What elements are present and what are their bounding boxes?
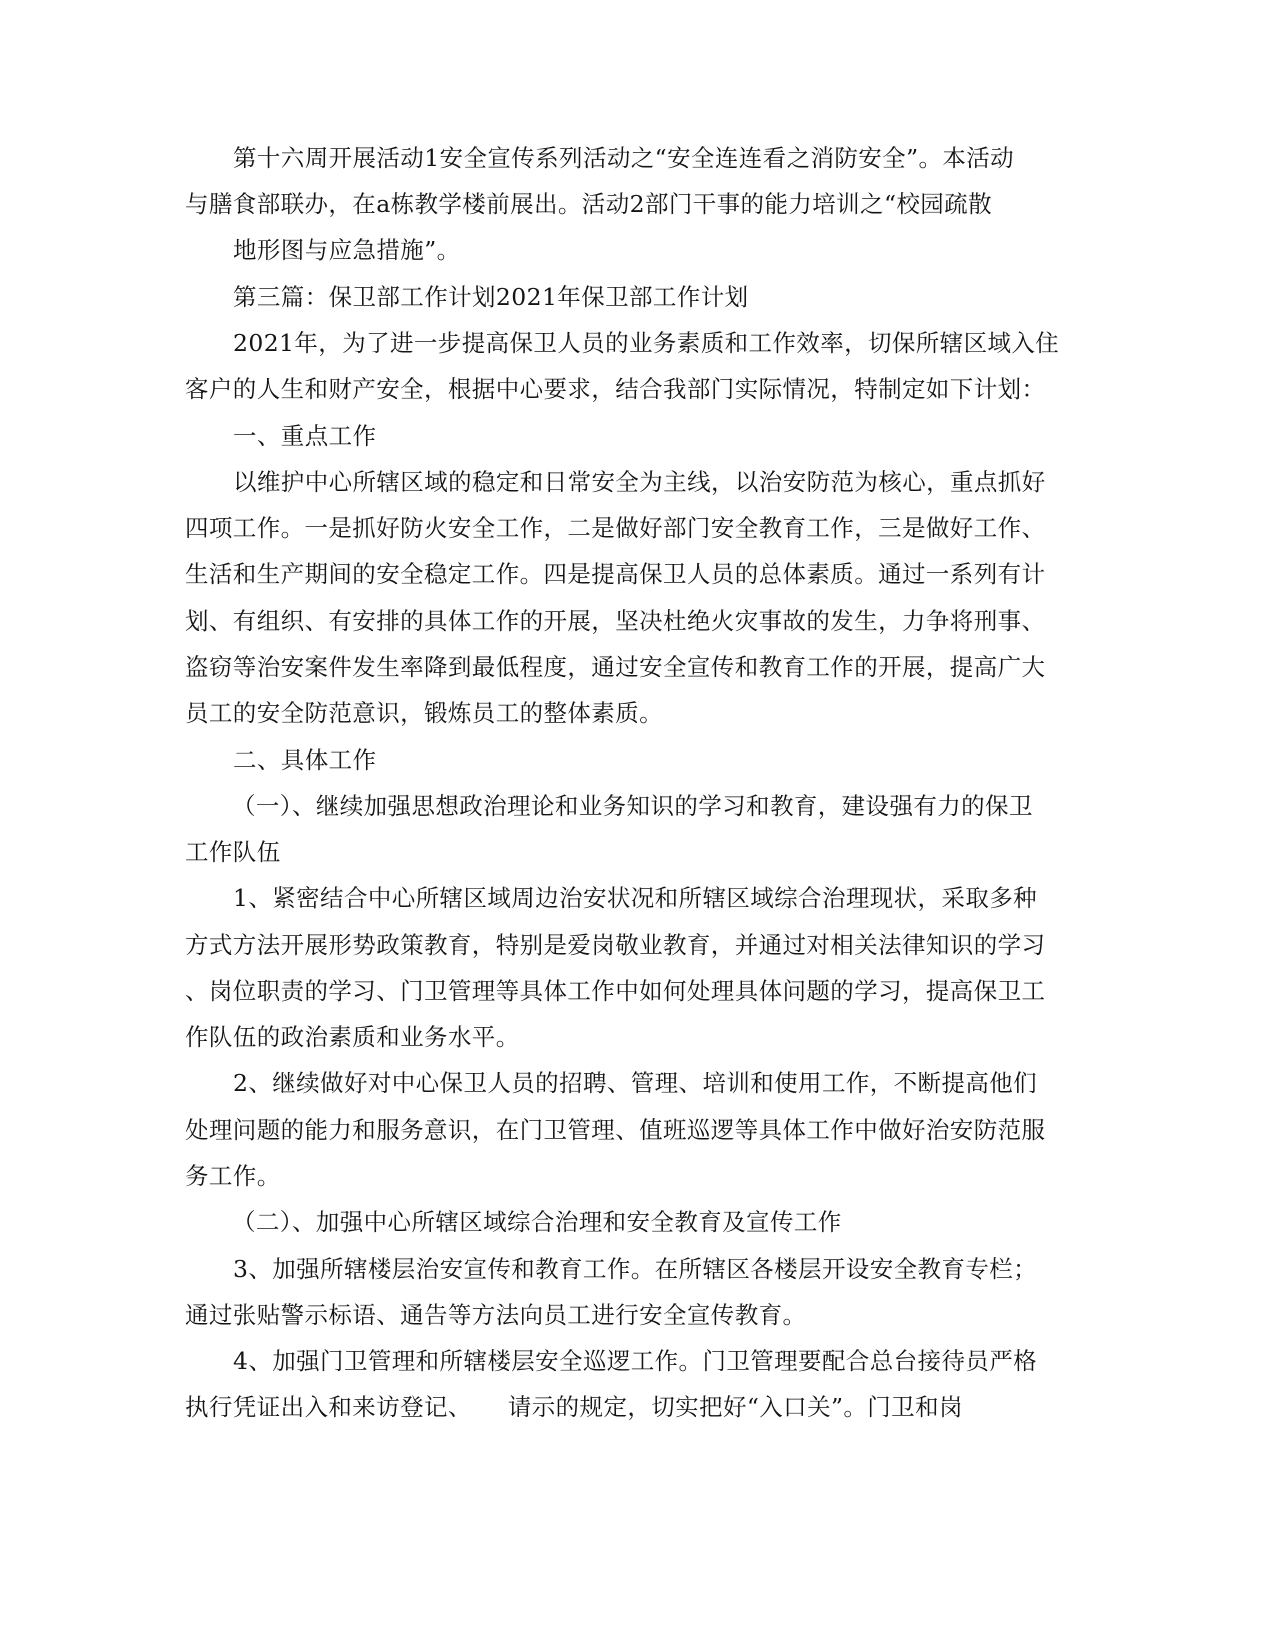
text-line: 第十六周开展活动1安全宣传系列活动之“安全连连看之消防安全”。本活动: [233, 144, 1015, 172]
text-line: 生活和生产期间的安全稳定工作。四是提高保卫人员的总体素质。通过一系列有计: [185, 560, 1046, 588]
subsection-heading: （二）、加强中心所辖区域综合治理和安全教育及宣传工作: [232, 1208, 842, 1236]
text-line: 4、加强门卫管理和所辖楼层安全巡逻工作。门卫管理要配合总台接待员严格: [233, 1347, 1038, 1375]
text-line: 四项工作。一是抓好防火安全工作，二是做好部门安全教育工作，三是做好工作、: [185, 514, 1046, 542]
text-line: 2、继续做好对中心保卫人员的招聘、管理、培训和使用工作，不断提高他们: [233, 1069, 1038, 1097]
text-line: 2021年，为了进一步提高保卫人员的业务素质和工作效率，切保所辖区域入住: [233, 329, 1060, 357]
section-heading: 二、具体工作: [233, 746, 377, 774]
text-line: 工作队伍: [185, 838, 281, 866]
text-line: 员工的安全防范意识，锻炼员工的整体素质。: [185, 699, 663, 727]
text-line: 方式方法开展形势政策教育，特别是爱岗敬业教育，并通过对相关法律知识的学习: [185, 931, 1046, 959]
text-line: 务工作。: [185, 1162, 281, 1190]
text-line: 以维护中心所辖区域的稳定和日常安全为主线，以治安防范为核心，重点抓好: [233, 468, 1046, 496]
text-line: 3、加强所辖楼层治安宣传和教育工作。在所辖区各楼层开设安全教育专栏；: [233, 1255, 1038, 1283]
text-line: 作队伍的政治素质和业务水平。: [185, 1023, 520, 1051]
text-line: 执行凭证出入和来访登记、 请示的规定，切实把好“入口关”。门卫和岗: [185, 1393, 963, 1421]
text-line: 盗窃等治安案件发生率降到最低程度，通过安全宣传和教育工作的开展，提高广大: [185, 653, 1046, 681]
subsection-heading: （一）、继续加强思想政治理论和业务知识的学习和教育，建设强有力的保卫: [232, 792, 1033, 820]
text-line: 客户的人生和财产安全，根据中心要求，结合我部门实际情况，特制定如下计划：: [185, 375, 1046, 403]
section-heading: 一、重点工作: [233, 422, 377, 450]
text-line: 与膳食部联办，在a栋教学楼前展出。活动2部门干事的能力培训之“校园疏散: [185, 190, 992, 218]
text-line: 、岗位职责的学习、门卫管理等具体工作中如何处理具体问题的学习，提高保卫工: [185, 977, 1046, 1005]
section-heading: 第三篇：保卫部工作计划2021年保卫部工作计划: [233, 283, 749, 311]
text-line: 处理问题的能力和服务意识，在门卫管理、值班巡逻等具体工作中做好治安防范服: [185, 1116, 1046, 1144]
text-line: 通过张贴警示标语、通告等方法向员工进行安全宣传教育。: [185, 1301, 807, 1329]
text-line: 地形图与应急措施”。: [233, 236, 461, 264]
text-line: 1、紧密结合中心所辖区域周边治安状况和所辖区域综合治理现状，采取多种: [233, 884, 1038, 912]
text-line: 划、有组织、有安排的具体工作的开展，坚决杜绝火灾事故的发生，力争将刑事、: [185, 607, 1046, 635]
